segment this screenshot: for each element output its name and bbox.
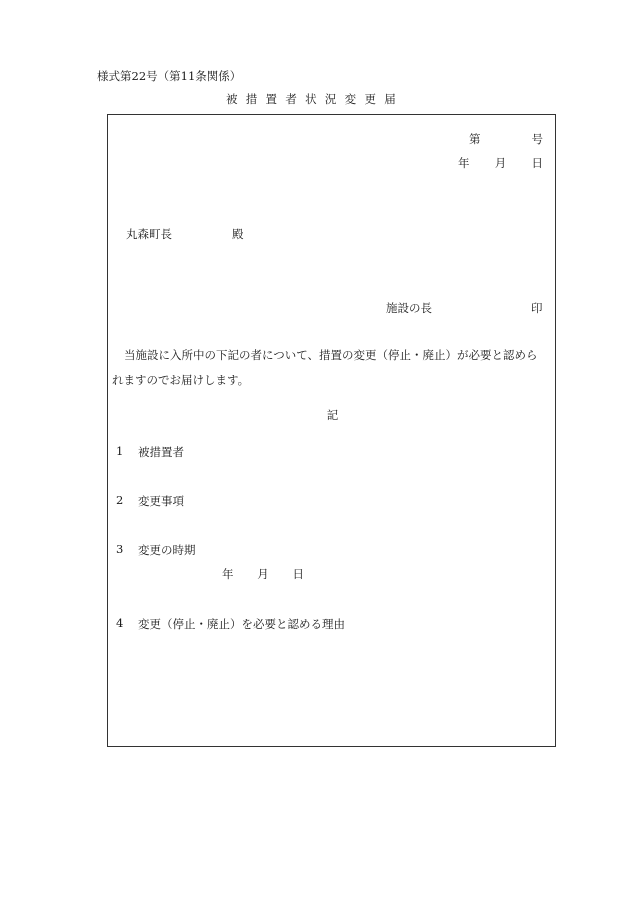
item-3-label: 変更の時期 — [138, 543, 196, 557]
date-year-label: 年 — [458, 156, 470, 170]
body-text-line-1: 当施設に入所中の下記の者について、措置の変更（停止・廃止）が必要と認めら — [124, 348, 538, 362]
seal-mark: 印 — [531, 301, 543, 315]
date-month-label: 月 — [494, 156, 507, 170]
item-1-label: 被措置者 — [138, 445, 184, 459]
addressee-name: 丸森町長 — [126, 227, 172, 241]
submission-date-line — [458, 155, 543, 171]
date-day-label: 日 — [531, 156, 543, 170]
ki-heading: 記 — [326, 408, 339, 422]
change-date-month-label: 月 — [257, 567, 269, 581]
number-suffix: 号 — [531, 132, 543, 146]
item-4-label: 変更（停止・廃止）を必要と認める理由 — [138, 617, 345, 631]
form-number-header: 様式第22号（第11条関係） — [97, 69, 242, 83]
item-1-number: 1 — [116, 444, 124, 458]
change-date-line — [222, 566, 304, 582]
item-3-number: 3 — [116, 542, 124, 556]
body-text-line-2: れますのでお届けします。 — [112, 373, 250, 387]
addressee-honorific: 殿 — [232, 227, 244, 241]
change-date-year-label: 年 — [222, 567, 234, 581]
change-date-day-label: 日 — [292, 567, 304, 581]
form-frame — [107, 114, 556, 747]
facility-head-label: 施設の長 — [386, 301, 432, 315]
item-2-label: 変更事項 — [138, 494, 184, 508]
item-2-number: 2 — [116, 493, 124, 507]
number-prefix: 第 — [469, 132, 481, 146]
item-4-number: 4 — [116, 616, 124, 630]
document-title: 被措置者状況変更届 — [225, 92, 405, 106]
document-number-line — [469, 131, 543, 147]
